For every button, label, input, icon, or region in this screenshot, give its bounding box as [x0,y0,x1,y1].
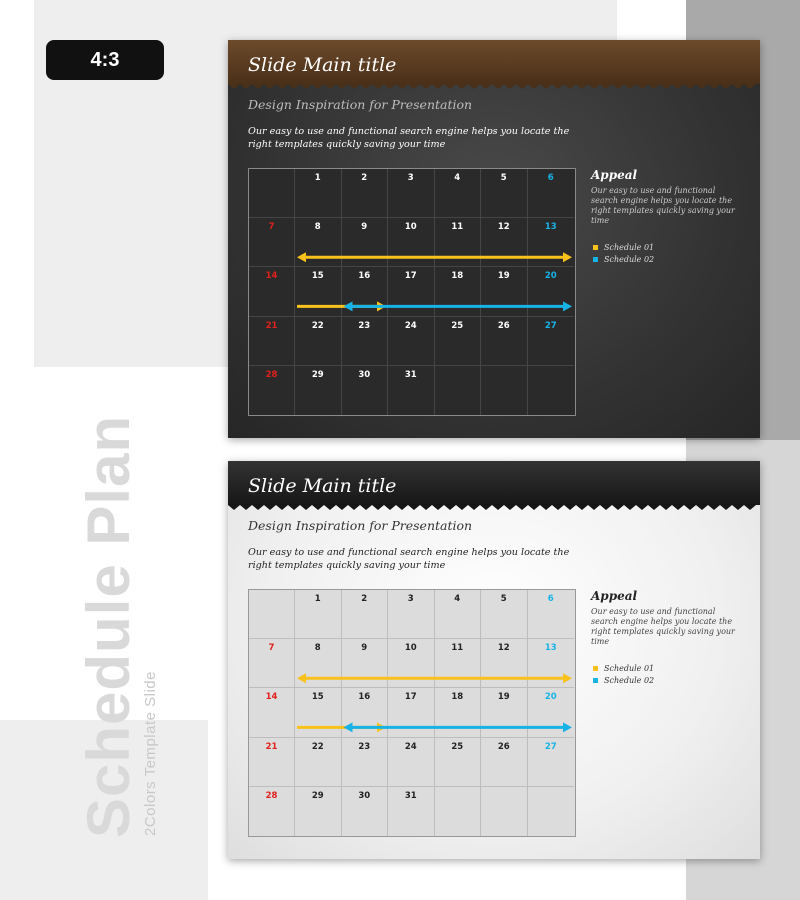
slide-light [228,461,760,859]
calendar-day-number: 29 [311,790,324,801]
calendar-day-number: 3 [407,173,414,183]
slide-dark [228,40,760,438]
calendar-day-number: 20 [544,271,557,282]
calendar-day-number: 16 [358,271,371,282]
schedule-arrow [297,252,572,262]
calendar-day-number: 28 [265,369,278,380]
slide-title: Slide Main title [248,54,397,76]
calendar-day-number: 19 [497,271,510,282]
legend-label: Schedule 02 [604,675,655,685]
legend-label: Schedule 01 [604,663,655,673]
calendar-day-number: 17 [404,271,417,282]
appeal-text: Our easy to use and functional search engine helps you locate the right templates quickly saving your time [591,607,735,646]
calendar-day-number: 26 [497,320,510,331]
schedule-arrows [228,40,760,438]
calendar-day-number: 31 [404,369,417,380]
schedule-arrow [297,673,572,683]
calendar-day-number: 24 [404,741,417,752]
calendar-day-number: 27 [544,320,557,331]
calendar-day-number: 30 [358,369,371,380]
calendar-day-number: 14 [265,692,278,703]
calendar-day-number: 24 [404,320,417,331]
calendar-day-number: 21 [265,741,278,752]
calendar-day-number: 30 [358,790,371,801]
calendar-day-number: 11 [451,643,464,654]
slide-description: Our easy to use and functional search engine helps you locate the right templates quickly saving your time [248,547,570,571]
calendar-day-number: 3 [407,594,414,604]
calendar-day-number: 8 [314,222,321,233]
calendar-day-number: 8 [314,643,321,654]
calendar-day-number: 21 [265,320,278,331]
slide-subtitle: Design Inspiration for Presentation [248,97,473,112]
calendar-day-number: 5 [500,594,507,604]
calendar-day-number: 22 [311,741,324,752]
calendar-day-number: 20 [544,692,557,703]
appeal-title: Appeal [591,168,638,182]
calendar-day-number: 9 [361,643,368,654]
calendar-day-number: 15 [311,692,324,703]
slide-title: Slide Main title [248,475,397,497]
calendar-day-number: 31 [404,790,417,801]
calendar-day-number: 18 [451,692,464,703]
calendar-day-number: 6 [547,594,554,604]
calendar-day-number: 2 [361,173,368,183]
calendar-day-number: 19 [497,692,510,703]
calendar-day-number: 13 [544,643,557,654]
calendar-day-number: 23 [358,320,371,331]
aspect-ratio-badge: 4:3 [46,40,164,80]
calendar-day-number: 23 [358,741,371,752]
calendar-day-number: 25 [451,320,464,331]
calendar-day-number: 14 [265,271,278,282]
calendar-day-number: 4 [454,173,461,183]
calendar-day-number: 16 [358,692,371,703]
side-subtitle: 2Colors Template Slide [142,671,159,836]
calendar-day-number: 2 [361,594,368,604]
legend-label: Schedule 01 [604,242,655,252]
calendar-day-number: 22 [311,320,324,331]
appeal-title: Appeal [591,589,638,603]
calendar-day-number: 15 [311,271,324,282]
calendar-day-number: 9 [361,222,368,233]
calendar-day-number: 29 [311,369,324,380]
calendar-day-number: 18 [451,271,464,282]
calendar-day-number: 11 [451,222,464,233]
calendar-day-number: 4 [454,594,461,604]
schedule-arrows [228,461,760,859]
calendar-day-number: 7 [268,222,275,233]
calendar-day-number: 1 [314,594,321,604]
calendar-day-number: 6 [547,173,554,183]
calendar-day-number: 10 [404,643,417,654]
calendar-day-number: 13 [544,222,557,233]
calendar-day-number: 5 [500,173,507,183]
calendar-day-number: 12 [497,643,510,654]
side-title: Schedule Plan [75,414,142,838]
calendar-day-number: 17 [404,692,417,703]
calendar-day-number: 1 [314,173,321,183]
appeal-text: Our easy to use and functional search engine helps you locate the right templates quickly saving your time [591,186,735,225]
calendar-day-number: 10 [404,222,417,233]
calendar-day-number: 7 [268,643,275,654]
calendar-day-number: 25 [451,741,464,752]
slide-subtitle: Design Inspiration for Presentation [248,518,473,533]
legend-label: Schedule 02 [604,254,655,264]
calendar-day-number: 26 [497,741,510,752]
calendar-day-number: 12 [497,222,510,233]
calendar-day-number: 28 [265,790,278,801]
calendar-day-number: 27 [544,741,557,752]
slide-description: Our easy to use and functional search engine helps you locate the right templates quickly saving your time [248,126,570,150]
